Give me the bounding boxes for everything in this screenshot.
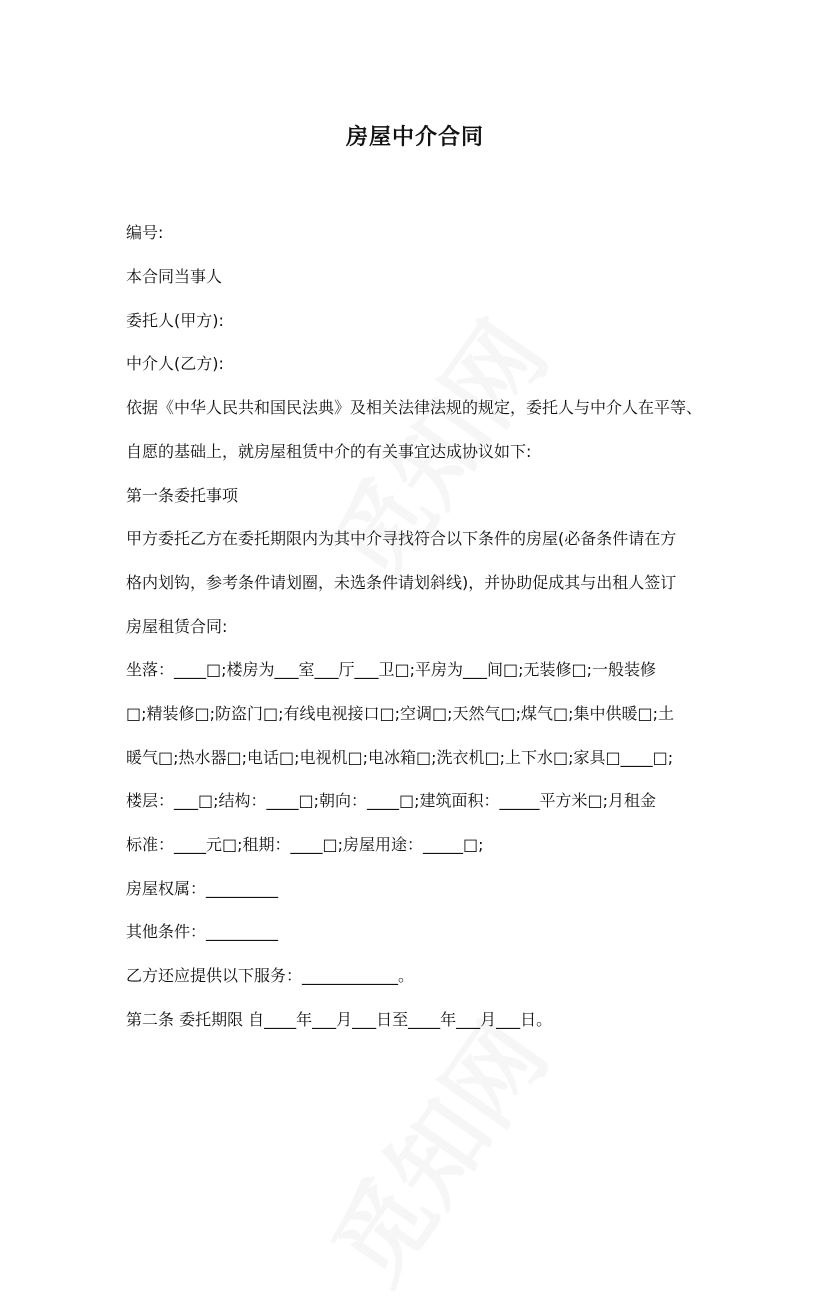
services-line: 乙方还应提供以下服务：____________。 — [126, 966, 415, 985]
party-b-line: 中介人(乙方): — [126, 354, 224, 373]
conditions-line-3: 暖气□;热水器□;电话□;电视机□;电冰箱□;洗衣机□;上下水□;家具□____□; — [126, 748, 674, 767]
conditions-line-2: □;精装修□;防盗门□;有线电视接口□;空调□;天然气□;煤气□;集中供暖□;土 — [126, 704, 675, 723]
article-1-heading: 第一条委托事项 — [126, 486, 239, 505]
party-a-line: 委托人(甲方): — [126, 311, 224, 330]
preamble-line-2: 自愿的基础上，就房屋租赁中介的有关事宜达成协议如下: — [126, 442, 532, 461]
ownership-line: 房屋权属：_________ — [126, 879, 279, 898]
preamble-line-1: 依据《中华人民共和国民法典》及相关法律法规的规定，委托人与中介人在平等、 — [126, 398, 703, 417]
other-conditions-line: 其他条件：_________ — [126, 922, 279, 941]
conditions-line-4: 楼层：___□;结构：____□;朝向：____□;建筑面积：_____平方米□;月租金 — [126, 791, 657, 810]
watermark-bottom — [295, 991, 572, 1305]
parties-heading: 本合同当事人 — [126, 267, 223, 286]
article-1-text-line-3: 房屋租赁合同: — [126, 617, 228, 636]
article-1-text-line-2: 格内划钩，参考条件请划圈，未选条件请划斜线)，并协助促成其与出租人签订 — [126, 573, 677, 592]
article-1-text-line-1: 甲方委托乙方在委托期限内为其中介寻找符合以下条件的房屋(必备条件请在方 — [126, 529, 677, 548]
document-title: 房屋中介合同 — [345, 125, 484, 150]
conditions-line-5: 标准：____元□;租期：____□;房屋用途：_____□; — [126, 835, 484, 854]
article-2-line: 第二条 委托期限 自____年___月___日至____年___月___日。 — [126, 1010, 553, 1029]
conditions-line-1: 坐落：____□;楼房为___室___厅___卫□;平房为___间□;无装修□;一般装修 — [126, 660, 657, 679]
contract-number-line: 编号: — [126, 223, 164, 242]
